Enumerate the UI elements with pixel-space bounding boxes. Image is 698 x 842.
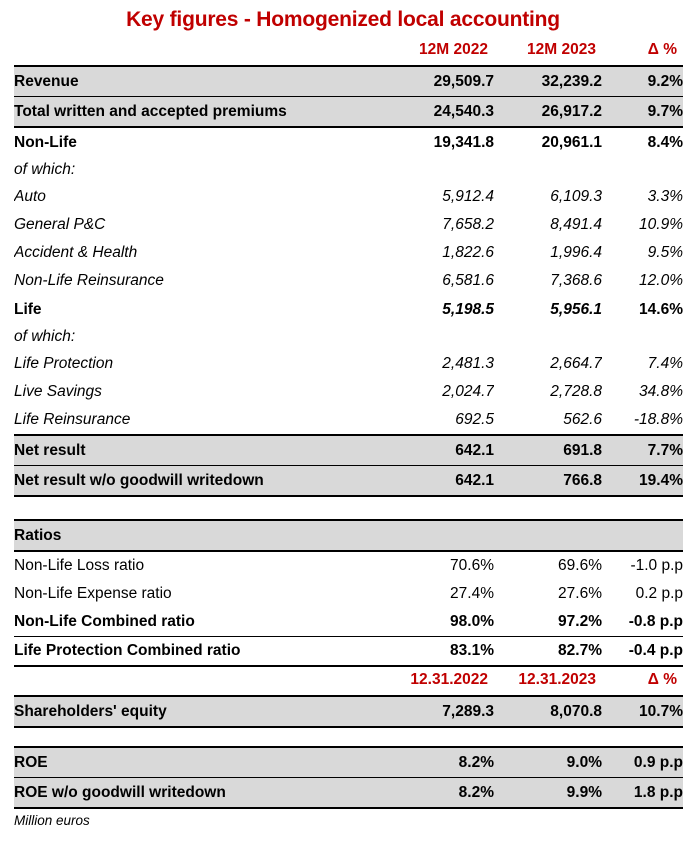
row-label-revenue: Revenue [14,66,388,97]
header-12-31-2022: 12.31.2022 [410,671,488,688]
row-value-life-protection-2022: 2,481.3 [442,355,494,372]
row-delta-non-life-combined-ratio: -0.8 p.p [602,608,683,637]
row-delta-shareholders-equity: 10.7% [602,696,683,727]
section-spacer [14,496,683,520]
row-value-roe-wo-goodwill-2022: 8.2% [388,778,494,809]
row-value-of-which-non-life-2023 [494,157,602,183]
table-row [14,66,683,97]
table-row [14,378,683,406]
spacer-cell [14,496,388,520]
table-row [14,435,683,466]
row-delta-total-premiums: 9.7% [602,97,683,128]
row-label-non-life-expense-ratio: Non-Life Expense ratio [14,585,172,602]
table-row [14,127,683,157]
section-ratios-blank-2 [494,520,602,551]
row-label-life-protection-combined-ratio: Life Protection Combined ratio [14,637,388,667]
row-value-life-protection-combined-ratio-2023: 82.7% [494,637,602,667]
row-delta-general-pc: 10.9% [639,216,683,233]
row-value-accident-health-2023: 1,996.4 [550,244,602,261]
page-title: Key figures - Homogenized local accounting [126,8,560,31]
row-value-non-life-2023: 20,961.1 [541,133,602,151]
row-label-total-premiums: Total written and accepted premiums [14,97,388,128]
table-row [14,637,683,667]
row-value-revenue-2023: 32,239.2 [494,66,602,97]
row-label-auto: Auto [14,188,46,205]
table-row [14,778,683,809]
table-row [14,466,683,497]
header-12m-2022: 12M 2022 [419,41,488,58]
header-row-period [14,37,683,66]
row-label-net-result-wo-goodwill: Net result w/o goodwill writedown [14,466,388,497]
table-row [14,406,683,435]
row-delta-life: 14.6% [639,300,683,318]
row-delta-non-life-reinsurance: 12.0% [639,272,683,289]
spacer-cell [14,727,388,747]
key-figures-table-wrapper [14,37,683,809]
header-row-date [14,666,683,696]
row-delta-life-reinsurance: -18.8% [633,411,683,428]
row-label-roe-wo-goodwill: ROE w/o goodwill writedown [14,778,388,809]
table-row [14,747,683,778]
row-delta-net-result-wo-goodwill: 19.4% [602,466,683,497]
row-value-roe-wo-goodwill-2023: 9.9% [494,778,602,809]
row-label-live-savings: Live Savings [14,383,102,400]
row-label-life: Life [14,300,42,318]
row-value-general-pc-2023: 8,491.4 [550,216,602,233]
row-value-life-protection-2023: 2,664.7 [550,355,602,372]
row-value-live-savings-2022: 2,024.7 [442,383,494,400]
row-delta-net-result: 7.7% [602,435,683,466]
row-value-net-result-2023: 691.8 [494,435,602,466]
row-value-life-2022: 5,198.5 [442,300,494,318]
spacer-cell [388,496,494,520]
row-label-net-result: Net result [14,435,388,466]
row-value-non-life-expense-ratio-2023: 27.6% [558,585,602,602]
table-row [14,157,683,183]
row-value-net-result-wo-goodwill-2023: 766.8 [494,466,602,497]
row-label-accident-health: Accident & Health [14,244,138,261]
spacer-cell [388,727,494,747]
table-row [14,324,683,350]
row-value-revenue-2022: 29,509.7 [388,66,494,97]
row-label-roe: ROE [14,747,388,778]
row-label-shareholders-equity: Shareholders' equity [14,696,388,727]
row-delta-non-life: 8.4% [647,133,683,151]
spacer-cell [494,727,602,747]
header-date-label-blank [14,666,388,696]
row-value-of-which-life-2023 [494,324,602,350]
row-value-shareholders-equity-2022: 7,289.3 [388,696,494,727]
row-label-of-which-non-life: of which: [14,161,76,178]
row-delta-of-which-non-life [602,157,683,183]
table-row [14,551,683,580]
spacer-cell [602,496,683,520]
row-delta-roe: 0.9 p.p [602,747,683,778]
spacer-cell [602,727,683,747]
table-row [14,183,683,211]
row-label-non-life-reinsurance: Non-Life Reinsurance [14,272,164,289]
header-12-31-2023: 12.31.2023 [518,671,596,688]
row-value-non-life-2022: 19,341.8 [433,133,494,151]
row-delta-of-which-life [602,324,683,350]
table-row [14,696,683,727]
row-value-non-life-combined-ratio-2022: 98.0% [388,608,494,637]
row-value-roe-2023: 9.0% [494,747,602,778]
row-value-of-which-life-2022 [388,324,494,350]
row-value-non-life-reinsurance-2023: 7,368.6 [550,272,602,289]
row-value-non-life-reinsurance-2022: 6,581.6 [442,272,494,289]
table-row [14,211,683,239]
key-figures-table [14,37,683,809]
spacer-cell [494,496,602,520]
row-label-non-life-combined-ratio: Non-Life Combined ratio [14,608,388,637]
header-date-delta-pct: Δ % [647,671,677,688]
footnote-unit: Million euros [14,813,90,828]
row-value-non-life-loss-ratio-2022: 70.6% [450,557,494,574]
table-row [14,608,683,637]
row-value-non-life-expense-ratio-2022: 27.4% [450,585,494,602]
row-value-life-2023: 5,956.1 [550,300,602,318]
section-ratios-blank-3 [602,520,683,551]
section-spacer [14,727,683,747]
table-row [14,97,683,128]
header-label-blank [14,37,388,66]
row-delta-life-protection: 7.4% [647,355,683,372]
section-header-ratios [14,520,683,551]
row-delta-roe-wo-goodwill: 1.8 p.p [602,778,683,809]
row-value-net-result-wo-goodwill-2022: 642.1 [388,466,494,497]
row-delta-life-protection-combined-ratio: -0.4 p.p [602,637,683,667]
row-label-life-reinsurance: Life Reinsurance [14,411,131,428]
table-row [14,350,683,378]
row-label-of-which-life: of which: [14,328,76,345]
row-label-general-pc: General P&C [14,216,106,233]
header-delta-pct: Δ % [647,41,677,58]
row-delta-revenue: 9.2% [602,66,683,97]
table-row [14,267,683,295]
row-value-net-result-2022: 642.1 [388,435,494,466]
table-row [14,580,683,608]
table-row [14,295,683,324]
row-delta-non-life-expense-ratio: 0.2 p.p [635,585,683,602]
row-label-non-life: Non-Life [14,133,77,151]
row-delta-live-savings: 34.8% [639,383,683,400]
table-row [14,239,683,267]
row-value-life-reinsurance-2023: 562.6 [563,411,602,428]
row-value-total-premiums-2022: 24,540.3 [388,97,494,128]
row-value-life-reinsurance-2022: 692.5 [455,411,494,428]
row-delta-non-life-loss-ratio: -1.0 p.p [630,557,683,574]
row-value-auto-2022: 5,912.4 [442,188,494,205]
row-label-non-life-loss-ratio: Non-Life Loss ratio [14,557,145,574]
section-ratios-blank-1 [388,520,494,551]
row-value-accident-health-2022: 1,822.6 [442,244,494,261]
row-value-non-life-loss-ratio-2023: 69.6% [558,557,602,574]
row-value-auto-2023: 6,109.3 [550,188,602,205]
row-value-life-protection-combined-ratio-2022: 83.1% [388,637,494,667]
header-12m-2023: 12M 2023 [527,41,596,58]
row-value-total-premiums-2023: 26,917.2 [494,97,602,128]
row-value-general-pc-2022: 7,658.2 [442,216,494,233]
row-value-non-life-combined-ratio-2023: 97.2% [494,608,602,637]
section-title-ratios: Ratios [14,520,388,551]
row-value-shareholders-equity-2023: 8,070.8 [494,696,602,727]
row-delta-auto: 3.3% [647,188,683,205]
row-delta-accident-health: 9.5% [647,244,683,261]
row-value-roe-2022: 8.2% [388,747,494,778]
row-value-live-savings-2023: 2,728.8 [550,383,602,400]
row-label-life-protection: Life Protection [14,355,114,372]
row-value-of-which-non-life-2022 [388,157,494,183]
